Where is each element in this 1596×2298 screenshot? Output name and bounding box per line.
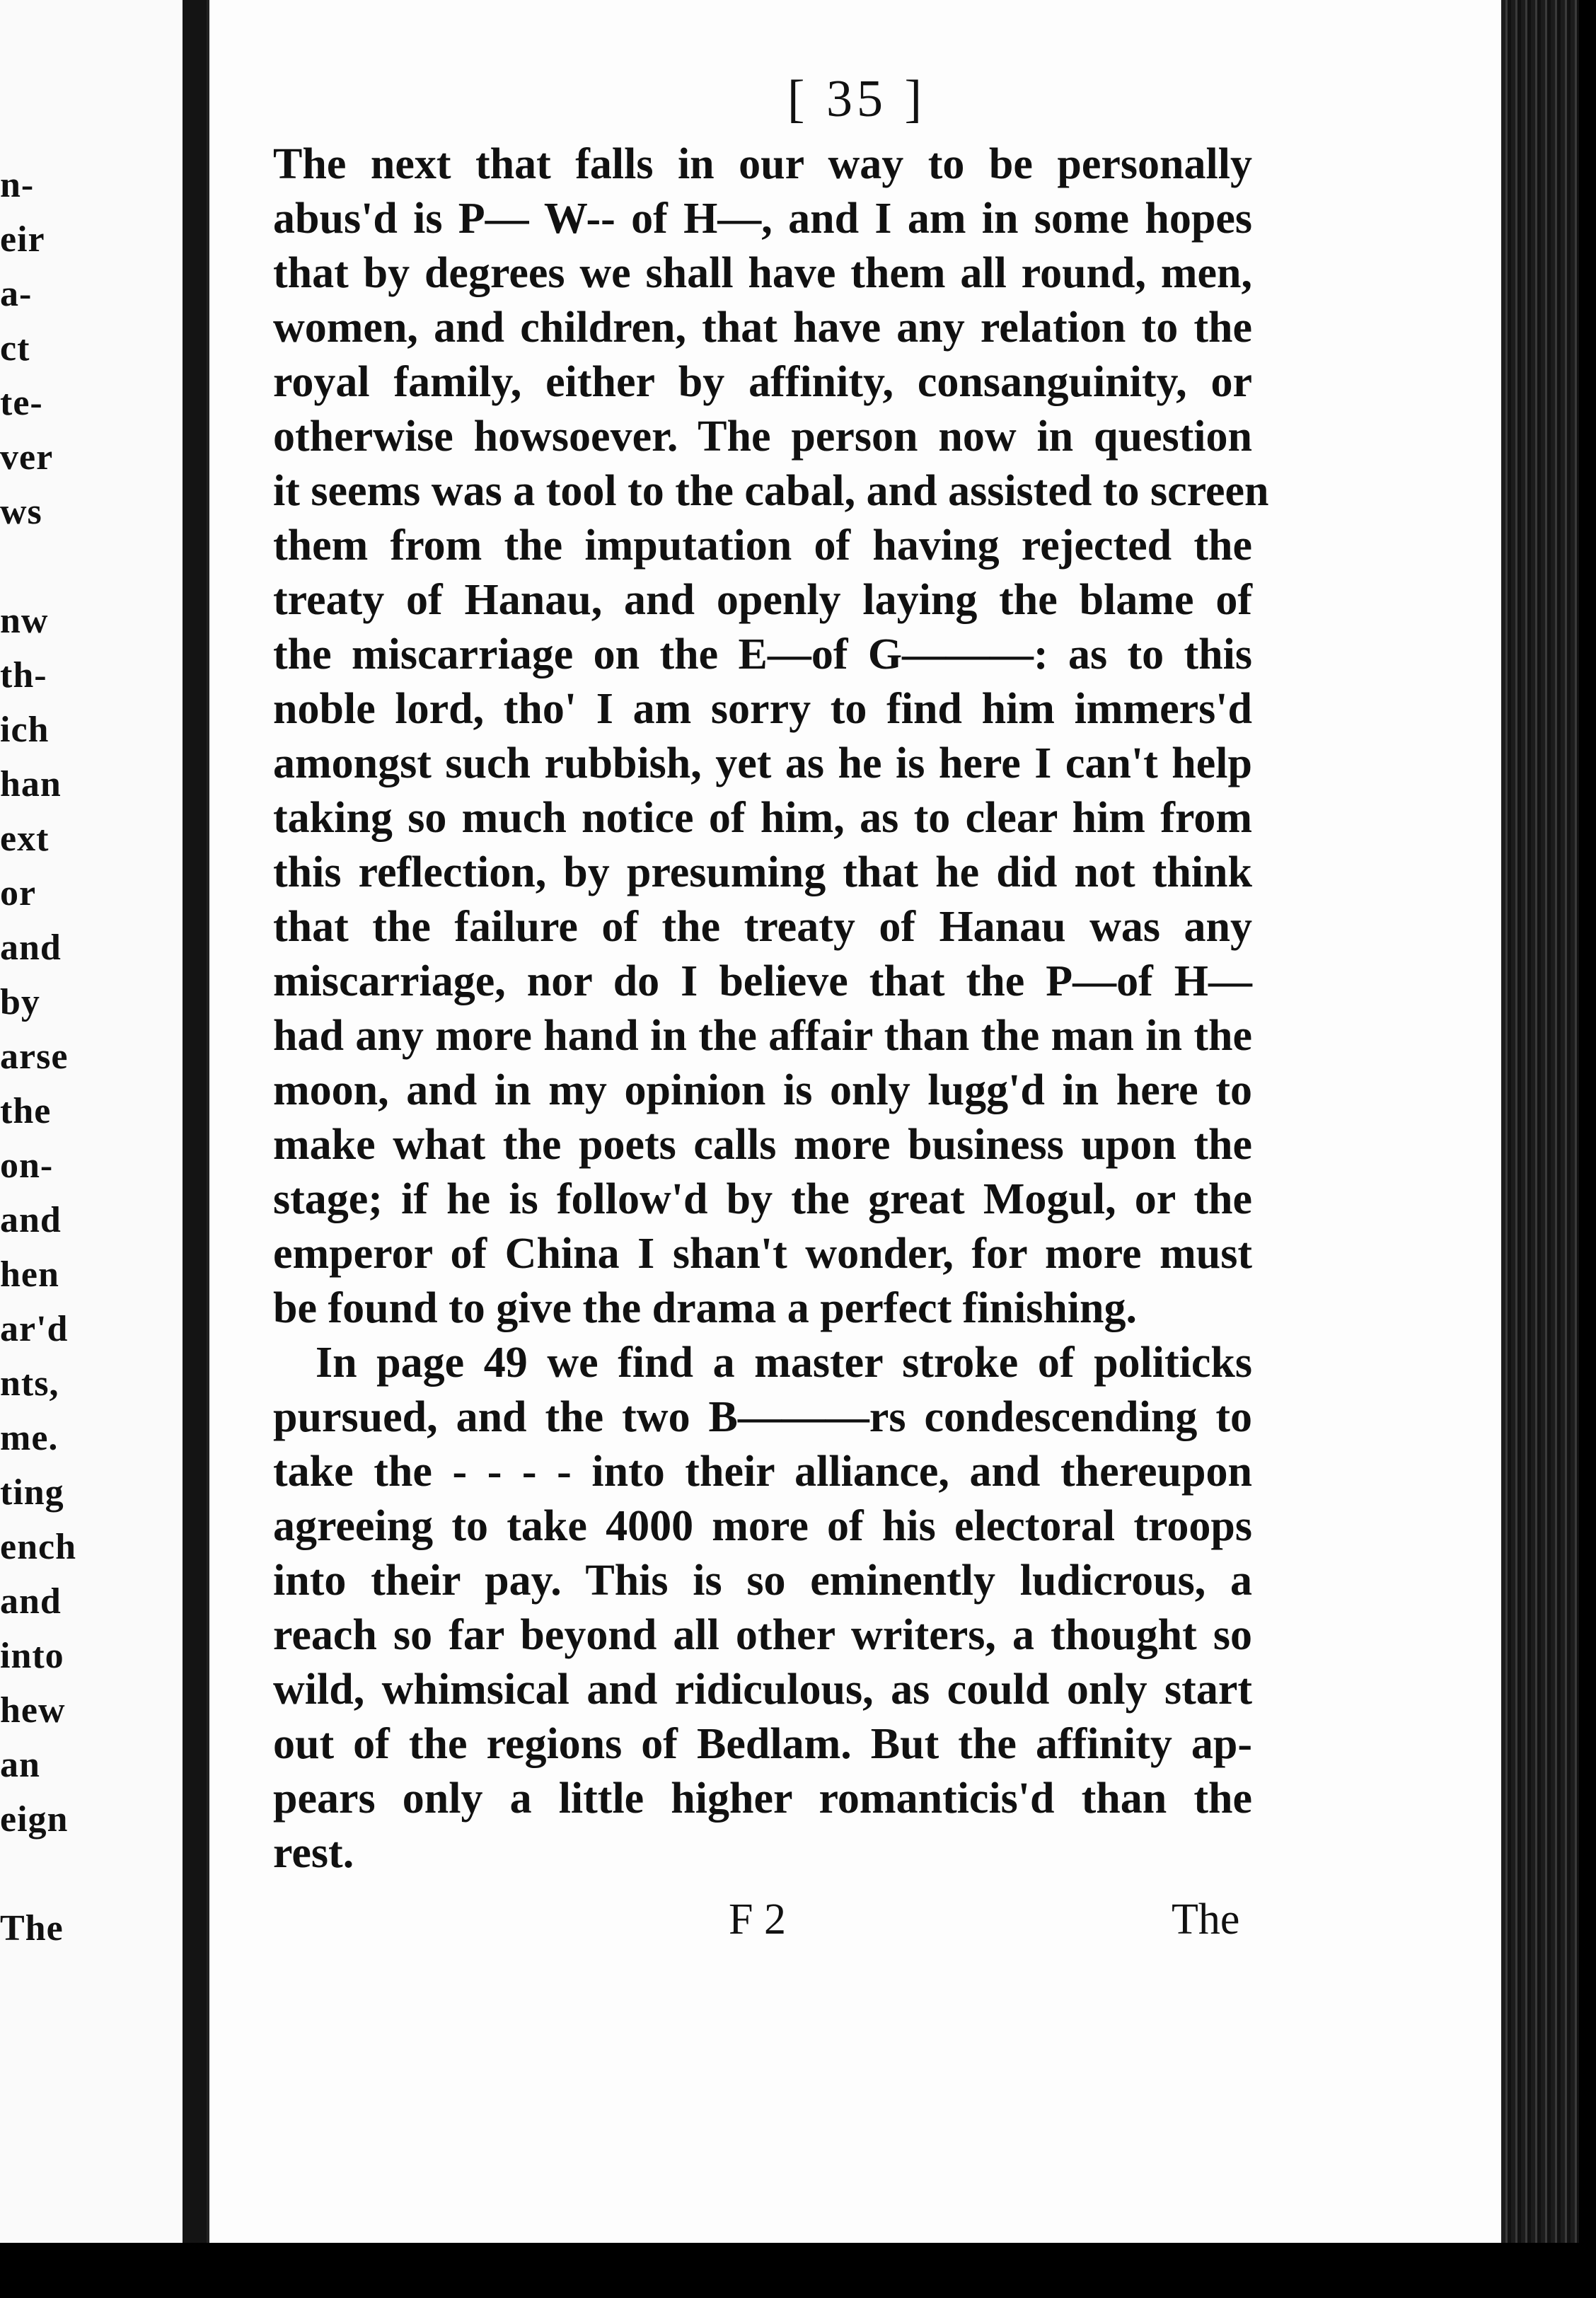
- scan-border: [0, 2243, 1596, 2298]
- text-line: treaty of Hanau, and openly laying the blame of: [273, 576, 1252, 624]
- signature-mark: F 2: [729, 1895, 786, 1944]
- page-number: [ 35 ]: [787, 70, 927, 128]
- text-line: pursued, and the two B———rs condescending to: [273, 1393, 1252, 1441]
- previous-page-edge: [0, 0, 183, 2243]
- previous-page-fragment: nts,: [0, 1363, 59, 1404]
- previous-page-fragment: and: [0, 928, 62, 968]
- previous-page-fragment: and: [0, 1200, 62, 1240]
- text-line: them from the imputation of having rejected the: [273, 521, 1252, 570]
- text-line: royal family, either by affinity, consanguinity, or: [273, 358, 1252, 406]
- text-line: into their pay. This is so eminently ludicrous, a: [273, 1557, 1252, 1605]
- previous-page-fragment: into: [0, 1636, 64, 1676]
- previous-page-fragment: ext: [0, 819, 50, 859]
- text-line: In page 49 we find a master stroke of politicks: [316, 1339, 1252, 1387]
- text-line: that by degrees we shall have them all round, men,: [273, 249, 1252, 297]
- previous-page-fragment: on-: [0, 1145, 54, 1186]
- previous-page-fragment: a-: [0, 274, 33, 314]
- text-line: be found to give the drama a perfect finishing.: [273, 1284, 1138, 1332]
- text-line: moon, and in my opinion is only lugg'd in here to: [273, 1066, 1252, 1114]
- previous-page-fragment: ct: [0, 328, 30, 369]
- text-line: the miscarriage on the E—of G———: as to this: [273, 630, 1252, 679]
- previous-page-fragment: and: [0, 1581, 62, 1622]
- previous-page-fragment: hen: [0, 1254, 59, 1295]
- text-line: had any more hand in the affair than the man in the: [273, 1012, 1252, 1060]
- previous-page-fragment: hew: [0, 1690, 66, 1731]
- previous-page-fragment: me.: [0, 1418, 59, 1458]
- text-line: otherwise howsoever. The person now in question: [273, 412, 1252, 461]
- text-line: out of the regions of Bedlam. But the affinity ap-: [273, 1720, 1252, 1768]
- previous-page-fragment: The: [0, 1908, 64, 1948]
- previous-page-fragment: ar'd: [0, 1309, 69, 1349]
- text-line: stage; if he is follow'd by the great Mogul, or the: [273, 1175, 1252, 1223]
- text-line: amongst such rubbish, yet as he is here I can't help: [273, 739, 1252, 787]
- previous-page-fragment: ench: [0, 1527, 76, 1567]
- previous-page-fragment: th-: [0, 655, 47, 695]
- previous-page-fragment: arse: [0, 1037, 69, 1077]
- text-line: agreeing to take 4000 more of his electoral troops: [273, 1502, 1252, 1550]
- previous-page-fragment: eir: [0, 219, 45, 260]
- text-line: miscarriage, nor do I believe that the P—of H—: [273, 957, 1252, 1005]
- text-line: wild, whimsical and ridiculous, as could only start: [273, 1665, 1252, 1714]
- previous-page-fragment: ich: [0, 710, 50, 750]
- previous-page-fragment: or: [0, 873, 37, 913]
- text-line: take the - - - - into their alliance, and thereupon: [273, 1448, 1252, 1496]
- text-line: pears only a little higher romanticis'd than the: [273, 1774, 1252, 1823]
- previous-page-fragment: the: [0, 1091, 52, 1131]
- book-gutter: [183, 0, 207, 2298]
- text-line: noble lord, tho' I am sorry to find him immers'd: [273, 685, 1252, 733]
- previous-page-fragment: ting: [0, 1472, 64, 1513]
- text-line: emperor of China I shan't wonder, for more must: [273, 1230, 1252, 1278]
- previous-page-fragment: nw: [0, 601, 49, 641]
- text-line: this reflection, by presuming that he did not think: [273, 848, 1252, 896]
- text-line: make what the poets calls more business upon the: [273, 1121, 1252, 1169]
- previous-page-fragment: eign: [0, 1799, 69, 1840]
- text-line: taking so much notice of him, as to clear him from: [273, 794, 1252, 842]
- previous-page-fragment: by: [0, 982, 40, 1022]
- text-line: that the failure of the treaty of Hanau was any: [273, 903, 1252, 951]
- previous-page-fragment: ws: [0, 492, 42, 532]
- text-line: reach so far beyond all other writers, a thought so: [273, 1611, 1252, 1659]
- text-line: rest.: [273, 1829, 354, 1877]
- text-line: abus'd is P— W-- of H—, and I am in some hopes: [273, 195, 1252, 243]
- text-line: The next that falls in our way to be personally: [273, 140, 1252, 188]
- previous-page-fragment: han: [0, 764, 62, 804]
- text-line: it seems was a tool to the cabal, and assisted to screen: [273, 467, 1269, 515]
- previous-page-fragment: ver: [0, 437, 54, 478]
- previous-page-fragment: an: [0, 1745, 40, 1785]
- page-edges: [1501, 0, 1579, 2257]
- text-line: women, and children, that have any relation to the: [273, 304, 1252, 352]
- catchword: The: [1172, 1895, 1240, 1944]
- previous-page-fragment: n-: [0, 165, 35, 205]
- previous-page-fragment: te-: [0, 383, 43, 423]
